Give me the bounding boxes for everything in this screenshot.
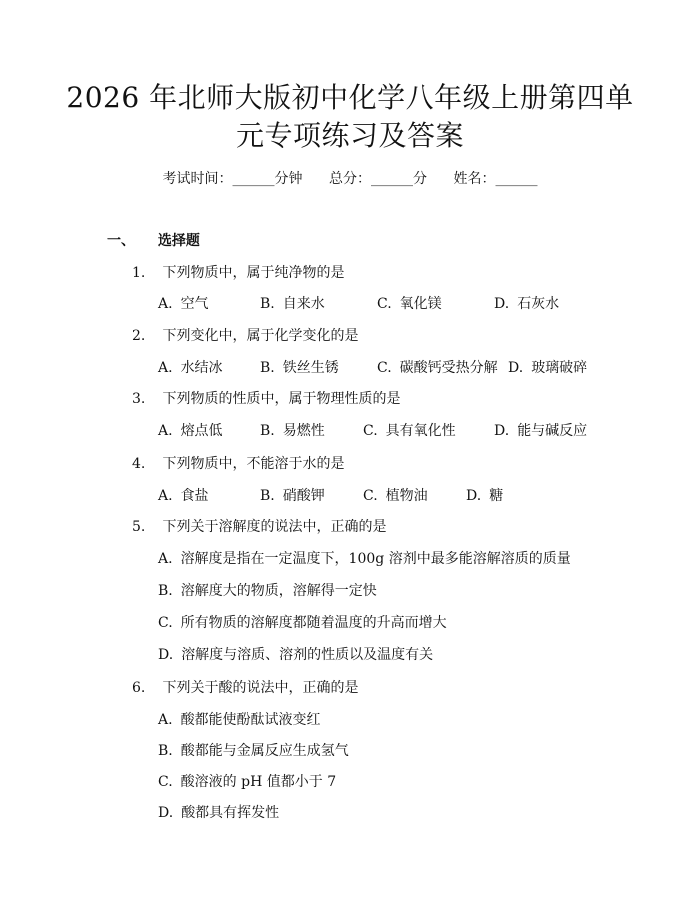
- page-title-line-1: 2026 年北师大版初中化学八年级上册第四单: [66, 81, 634, 114]
- question-number: 1.: [132, 265, 146, 281]
- option-c[interactable]: [363, 485, 428, 505]
- question-number: 3.: [132, 391, 146, 407]
- section-title: 选择题: [157, 233, 200, 249]
- option-b[interactable]: [260, 357, 339, 377]
- option-label: A.: [158, 360, 173, 376]
- option-text: 易燃性: [282, 423, 325, 439]
- option-text: 水结冰: [180, 360, 223, 376]
- question-4-options: [0, 485, 700, 505]
- option-label: C.: [363, 488, 378, 504]
- option-text: 酸溶液的 pH 值都小于 7: [180, 774, 337, 790]
- option-d[interactable]: [158, 802, 279, 822]
- option-c[interactable]: [377, 357, 498, 377]
- option-a[interactable]: [158, 548, 571, 568]
- option-c[interactable]: [363, 420, 456, 440]
- option-label: B.: [260, 423, 275, 439]
- option-a[interactable]: [158, 709, 321, 729]
- option-label: C.: [158, 615, 173, 631]
- option-d[interactable]: [494, 293, 559, 313]
- option-a[interactable]: [158, 485, 209, 505]
- option-c[interactable]: [377, 293, 442, 313]
- question-text: 下列物质的性质中，属于物理性质的是: [162, 391, 401, 407]
- option-label: C.: [363, 423, 378, 439]
- option-label: B.: [260, 488, 275, 504]
- student-name-field: 姓名：______: [453, 171, 538, 187]
- total-score-field: 总分：______分: [329, 171, 427, 187]
- option-label: A.: [158, 488, 173, 504]
- option-text: 溶解度是指在一定温度下，100g 溶剂中最多能溶解溶质的质量: [180, 551, 571, 567]
- option-d[interactable]: [158, 644, 433, 664]
- option-d[interactable]: [494, 420, 587, 440]
- question-text: 下列物质中，不能溶于水的是: [162, 456, 345, 472]
- exam-meta: [0, 168, 700, 188]
- section-number: 一、: [107, 233, 135, 249]
- option-b[interactable]: [260, 485, 325, 505]
- option-d[interactable]: [508, 357, 587, 377]
- question-3-options: [0, 420, 700, 440]
- question-6: [132, 677, 358, 697]
- option-label: B.: [260, 360, 275, 376]
- option-c[interactable]: [158, 612, 447, 632]
- question-2: [132, 325, 358, 345]
- option-text: 溶解度大的物质，溶解得一定快: [180, 583, 377, 599]
- option-label: B.: [158, 743, 173, 759]
- section-heading: [107, 230, 200, 250]
- option-text: 酸都能与金属反应生成氢气: [180, 743, 349, 759]
- option-text: 铁丝生锈: [282, 360, 339, 376]
- option-label: D.: [158, 647, 174, 663]
- option-text: 能与碱反应: [517, 423, 588, 439]
- option-text: 糖: [489, 488, 504, 504]
- option-c[interactable]: [158, 771, 336, 791]
- option-text: 碳酸钙受热分解: [399, 360, 498, 376]
- option-label: A.: [158, 423, 173, 439]
- exam-time-field: 考试时间：______分钟: [162, 171, 303, 187]
- page-title-line-2: 元专项练习及答案: [235, 119, 464, 152]
- option-b[interactable]: [260, 420, 325, 440]
- question-text: 下列关于酸的说法中，正确的是: [162, 680, 359, 696]
- option-label: D.: [508, 360, 524, 376]
- option-text: 氧化镁: [399, 296, 442, 312]
- option-b[interactable]: [260, 293, 325, 313]
- option-text: 所有物质的溶解度都随着温度的升高而增大: [180, 615, 447, 631]
- question-4: [132, 453, 344, 473]
- option-text: 熔点低: [180, 423, 223, 439]
- question-text: 下列关于溶解度的说法中，正确的是: [162, 519, 387, 535]
- option-label: D.: [466, 488, 482, 504]
- option-label: C.: [377, 296, 392, 312]
- question-number: 2.: [132, 328, 146, 344]
- option-text: 空气: [180, 296, 209, 312]
- option-label: A.: [158, 712, 173, 728]
- option-text: 酸都具有挥发性: [181, 805, 280, 821]
- question-2-options: [0, 357, 700, 377]
- question-number: 6.: [132, 680, 146, 696]
- option-d[interactable]: [466, 485, 503, 505]
- option-a[interactable]: [158, 357, 223, 377]
- option-text: 自来水: [282, 296, 325, 312]
- option-text: 酸都能使酚酞试液变红: [180, 712, 321, 728]
- option-text: 硝酸钾: [282, 488, 325, 504]
- question-1-options: [0, 293, 700, 313]
- option-text: 植物油: [385, 488, 428, 504]
- option-label: B.: [260, 296, 275, 312]
- option-label: C.: [158, 774, 173, 790]
- option-text: 玻璃破碎: [531, 360, 588, 376]
- question-text: 下列物质中，属于纯净物的是: [162, 265, 345, 281]
- option-label: D.: [494, 423, 510, 439]
- question-1: [132, 262, 344, 282]
- option-a[interactable]: [158, 293, 209, 313]
- option-label: D.: [158, 805, 174, 821]
- option-text: 石灰水: [517, 296, 560, 312]
- option-b[interactable]: [158, 580, 377, 600]
- question-3: [132, 388, 400, 408]
- option-label: A.: [158, 551, 173, 567]
- option-label: B.: [158, 583, 173, 599]
- option-label: D.: [494, 296, 510, 312]
- option-a[interactable]: [158, 420, 223, 440]
- question-number: 5.: [132, 519, 146, 535]
- option-label: C.: [377, 360, 392, 376]
- question-5: [132, 516, 386, 536]
- option-label: A.: [158, 296, 173, 312]
- option-text: 溶解度与溶质、溶剂的性质以及温度有关: [181, 647, 434, 663]
- option-text: 食盐: [180, 488, 209, 504]
- question-text: 下列变化中，属于化学变化的是: [162, 328, 359, 344]
- option-b[interactable]: [158, 740, 349, 760]
- option-text: 具有氧化性: [385, 423, 456, 439]
- question-number: 4.: [132, 456, 146, 472]
